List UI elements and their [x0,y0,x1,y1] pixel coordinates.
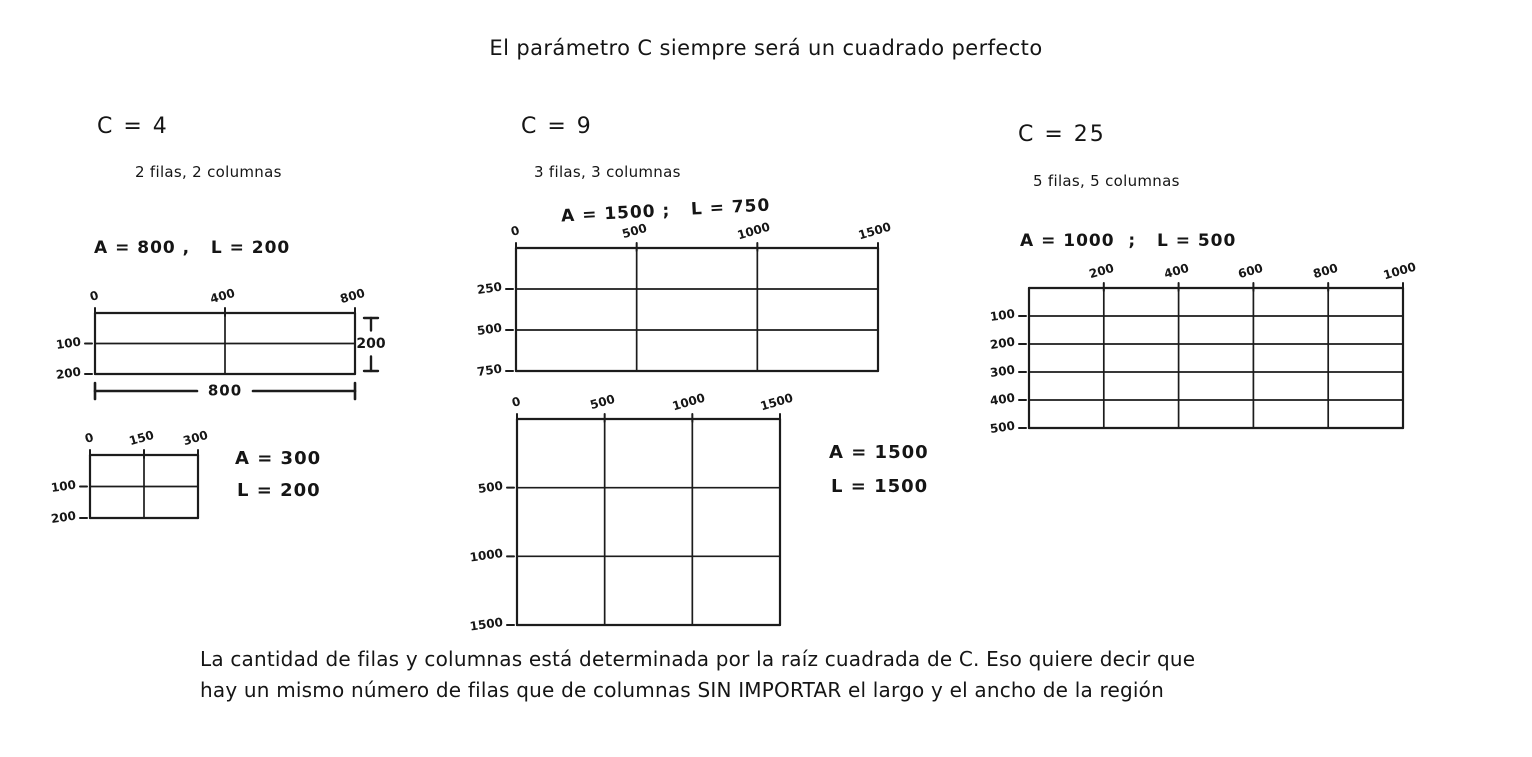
x-tick-label: 1500 [758,390,795,414]
height-dimension-label: 200 [356,335,386,352]
grid-c9-bottom [468,390,795,634]
x-tick-label: 800 [1311,260,1340,282]
y-tick-label: 100 [50,477,77,495]
c9-area-formula: A = 1500 ; L = 750 [560,195,771,227]
y-tick-label: 400 [989,390,1016,408]
c4-rowscols-label: 2 filas, 2 columnas [135,163,282,181]
x-tick-label: 0 [509,223,522,239]
x-tick-label: 0 [88,288,101,304]
y-tick-label: 300 [989,362,1016,380]
grid-c4-small-lines [90,455,198,518]
grid-c4-main [55,285,386,400]
c25-rowscols-label: 5 filas, 5 columnas [1033,172,1180,190]
y-tick-label: 750 [476,361,503,379]
width-dimension-label: 800 [207,381,243,400]
c4-area-formula: A = 800 , L = 200 [94,238,291,258]
c25-area-formula: A = 1000 ; L = 500 [1020,231,1237,251]
c4-parameter-label: C = 4 [97,114,169,139]
x-tick-label: 1000 [736,219,772,243]
grid-c9-top-lines [516,248,878,371]
x-tick-label: 800 [338,285,367,307]
y-tick-label: 200 [50,508,77,526]
page-title: El parámetro C siempre será un cuadrado perfecto [489,36,1043,60]
grid-c9-bottom-lines [517,419,780,625]
c9-parameter-label: C = 9 [521,114,593,139]
grid-c25-main-lines [1029,288,1403,428]
x-tick-label: 1000 [1381,259,1418,283]
grid-c25-main [989,259,1418,436]
c9-rowscols-label: 3 filas, 3 columnas [534,163,681,181]
grid-c4-main-lines [95,313,355,374]
y-tick-label: 100 [989,306,1016,324]
x-tick-label: 600 [1236,260,1265,282]
y-tick-label: 1000 [468,546,504,565]
y-tick-label: 500 [477,478,504,496]
c25-parameter-label: C = 25 [1018,122,1106,147]
y-tick-label: 1500 [468,615,504,634]
x-tick-label: 400 [208,285,237,307]
x-tick-label: 300 [181,427,210,449]
c4-small-length-label: L = 200 [237,480,321,501]
y-tick-label: 100 [55,334,82,352]
footer-explanation [200,644,1195,706]
x-tick-label: 500 [588,391,617,413]
x-tick-label: 0 [510,394,523,410]
x-tick-label: 1000 [671,390,707,414]
y-tick-label: 200 [55,364,82,382]
x-tick-label: 0 [83,430,96,446]
x-tick-label: 1500 [856,219,893,243]
x-tick-label: 150 [127,427,156,449]
y-tick-label: 500 [989,418,1016,436]
x-tick-label: 500 [620,220,649,242]
c9-bottom-length-label: L = 1500 [831,476,929,497]
c9-bottom-area-label: A = 1500 [829,442,929,463]
grid-c9-top [476,219,893,379]
y-tick-label: 250 [476,279,503,297]
footer-line-1: La cantidad de filas y columnas está determinada por la raíz cuadrada de C. Eso quiere decir que [200,647,1196,671]
grid-c4-small [50,427,210,526]
footer-line-2: hay un mismo número de filas que de columnas SIN IMPORTAR el largo y el ancho de la región [200,678,1164,702]
y-tick-label: 200 [989,334,1016,352]
x-tick-label: 200 [1087,260,1116,282]
y-tick-label: 500 [476,320,503,338]
c4-small-area-label: A = 300 [235,448,322,469]
x-tick-label: 400 [1162,260,1191,282]
